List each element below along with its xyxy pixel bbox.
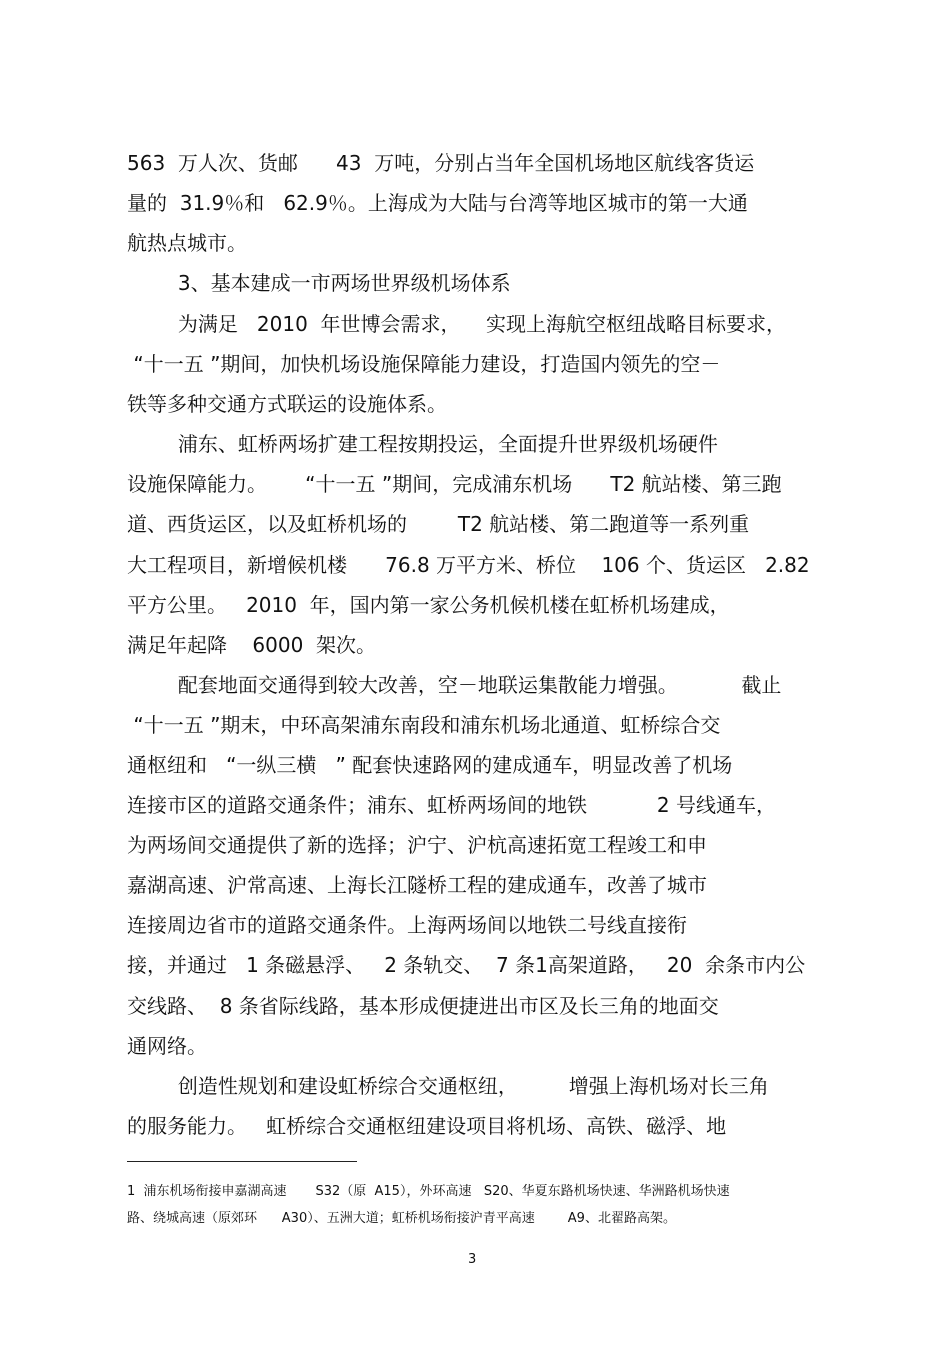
text-line: 量的 31.9％和 62.9％。上海成为大陆与台湾等地区城市的第一大通 [127,191,748,215]
text-line: 创造性规划和建设虹桥综合交通枢纽， 增强上海机场对长三角 [127,1074,769,1098]
footnote-line: 路、绕城高速（原郊环 A30）、五洲大道；虹桥机场衔接沪青平高速 A9、北翟路高架。 [127,1211,676,1226]
text-line: 连接市区的道路交通条件；浦东、虹桥两场间的地铁 2 号线通车， [127,793,777,817]
text-line: 连接周边省市的道路交通条件。上海两场间以地铁二号线直接衔 [127,913,687,937]
text-line: 道、西货运区，以及虹桥机场的 T2 航站楼、第二跑道等一系列重 [127,512,750,536]
text-line: 铁等多种交通方式联运的设施体系。 [127,392,447,416]
text-line: “十一五 ”期末，中环高架浦东南段和浦东机场北通道、虹桥综合交 [127,713,721,737]
text-line: 为两场间交通提供了新的选择；沪宁、沪杭高速拓宽工程竣工和申 [127,833,707,857]
text-line: 配套地面交通得到较大改善，空－地联运集散能力增强。 截止 [127,673,782,697]
text-line: 航热点城市。 [127,231,247,255]
text-line: “十一五 ”期间，加快机场设施保障能力建设，打造国内领先的空－ [127,352,721,376]
text-line: 嘉湖高速、沪常高速、上海长江隧桥工程的建成通车，改善了城市 [127,873,707,897]
footnote-divider [127,1161,357,1162]
footnote-line: 1 浦东机场衔接申嘉湖高速 S32（原 A15），外环高速 S20、华夏东路机场快速、华洲路机场快速 [127,1184,730,1199]
text-line: 大工程项目，新增候机楼 76.8 万平方米、桥位 106 个、货运区 2.82 [127,553,810,577]
text-line: 平方公里。 2010 年，国内第一家公务机候机楼在虹桥机场建成， [127,593,730,617]
text-line: 满足年起降 6000 架次。 [127,633,377,657]
text-line: 浦东、虹桥两场扩建工程按期投运，全面提升世界级机场硬件 [127,432,718,456]
text-line: 交线路、 8 条省际线路，基本形成便捷进出市区及长三角的地面交 [127,994,719,1018]
text-line: 接，并通过 1 条磁悬浮、 2 条轨交、 7 条1高架道路， 20 余条市内公 [127,953,806,977]
text-line: 通枢纽和 “一纵三横 ” 配套快速路网的建成通车，明显改善了机场 [127,753,733,777]
page-number: 3 [468,1252,477,1267]
text-line: 563 万人次、货邮 43 万吨，分别占当年全国机场地区航线客货运 [127,151,755,175]
text-line: 的服务能力。 虹桥综合交通枢纽建设项目将机场、高铁、磁浮、地 [127,1114,727,1138]
text-line: 设施保障能力。 “十一五 ”期间，完成浦东机场 T2 航站楼、第三跑 [127,472,782,496]
text-line: 通网络。 [127,1034,207,1058]
text-line: 为满足 2010 年世博会需求， 实现上海航空枢纽战略目标要求， [127,312,786,336]
text-line: 3、基本建成一市两场世界级机场体系 [127,271,511,295]
